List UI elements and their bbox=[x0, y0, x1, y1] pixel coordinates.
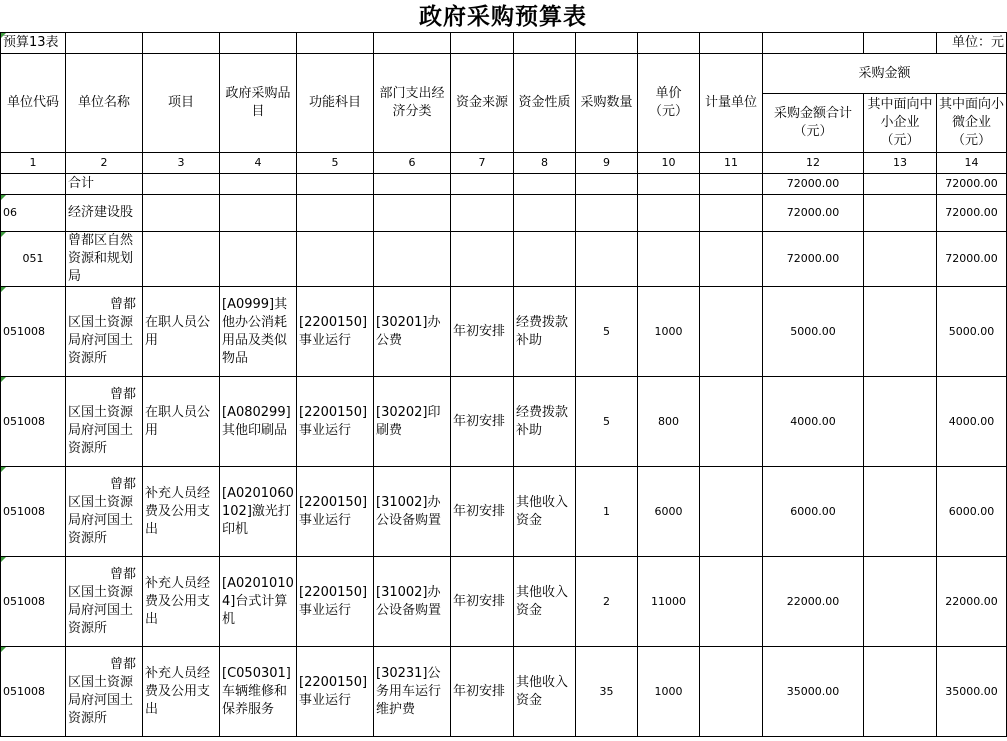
header-quantity[interactable]: 采购数量 bbox=[576, 54, 638, 153]
row-econ-class[interactable]: [31002]办公设备购置 bbox=[374, 557, 451, 647]
row-unit-name-rest: 区国土资源局府河国土资源所 bbox=[68, 494, 134, 546]
row-fund-source[interactable]: 年初安排 bbox=[451, 467, 514, 557]
row-function-subject[interactable]: [2200150]事业运行 bbox=[297, 647, 374, 737]
row-unit-name-head: 曾都 bbox=[109, 386, 136, 402]
meta-row bbox=[1, 33, 1007, 54]
header-amount-total[interactable]: 采购金额合计（元） bbox=[763, 94, 864, 153]
page-title: 政府采购预算表 bbox=[419, 4, 587, 30]
table-row bbox=[1, 467, 1007, 557]
row-fund-nature[interactable]: 其他收入资金 bbox=[514, 467, 576, 557]
row-fund-nature[interactable]: 其他收入资金 bbox=[514, 557, 576, 647]
row-amount-total[interactable]: 5000.00 bbox=[763, 287, 864, 377]
table-row bbox=[1, 557, 1007, 647]
header-function-subject[interactable]: 功能科目 bbox=[297, 54, 374, 153]
table-row-department: 051 曾都区自然资源和规划局 72000.00 72000.00 bbox=[1, 232, 1007, 287]
row-catalog[interactable]: [A0201060102]激光打印机 bbox=[220, 467, 297, 557]
row-fund-source[interactable]: 年初安排 bbox=[451, 377, 514, 467]
row-unit-price[interactable]: 1000 bbox=[638, 647, 700, 737]
row-sme[interactable] bbox=[864, 557, 937, 647]
row-unit-name[interactable]: 曾都区自然资源和规划局 bbox=[66, 232, 143, 287]
row-fund-nature[interactable]: 经费拨款补助 bbox=[514, 377, 576, 467]
row-unit-name-head: 曾都 bbox=[109, 566, 136, 582]
row-fund-nature[interactable]: 经费拨款补助 bbox=[514, 287, 576, 377]
row-unit-price[interactable]: 800 bbox=[638, 377, 700, 467]
row-project[interactable]: 在职人员公用 bbox=[143, 377, 220, 467]
row-fund-source[interactable]: 年初安排 bbox=[451, 557, 514, 647]
table-number[interactable]: 预算13表 bbox=[1, 33, 66, 54]
row-quantity[interactable]: 2 bbox=[576, 557, 638, 647]
row-micro[interactable]: 4000.00 bbox=[937, 377, 1007, 467]
row-unit-code[interactable]: 051008 bbox=[1, 557, 66, 647]
row-sme[interactable] bbox=[864, 287, 937, 377]
row-micro[interactable]: 22000.00 bbox=[937, 557, 1007, 647]
row-project[interactable]: 补充人员经费及公用支出 bbox=[143, 557, 220, 647]
row-quantity[interactable]: 35 bbox=[576, 647, 638, 737]
header-fund-source[interactable]: 资金来源 bbox=[451, 54, 514, 153]
row-quantity[interactable]: 5 bbox=[576, 377, 638, 467]
row-econ-class[interactable]: [30201]办公费 bbox=[374, 287, 451, 377]
row-amount-total[interactable]: 35000.00 bbox=[763, 647, 864, 737]
row-unit-name-rest: 区国土资源局府河国土资源所 bbox=[68, 584, 134, 636]
row-micro[interactable]: 6000.00 bbox=[937, 467, 1007, 557]
row-function-subject[interactable]: [2200150]事业运行 bbox=[297, 287, 374, 377]
row-function-subject[interactable]: [2200150]事业运行 bbox=[297, 557, 374, 647]
row-unit-name-rest: 区国土资源局府河国土资源所 bbox=[68, 674, 134, 726]
header-fund-nature[interactable]: 资金性质 bbox=[514, 54, 576, 153]
row-measure-unit[interactable] bbox=[700, 467, 763, 557]
row-function-subject[interactable]: [2200150]事业运行 bbox=[297, 467, 374, 557]
header-amount-group[interactable]: 采购金额 bbox=[763, 54, 1007, 94]
row-unit-code[interactable]: 051008 bbox=[1, 287, 66, 377]
row-catalog[interactable]: [A02010104]台式计算机 bbox=[220, 557, 297, 647]
header-econ-class[interactable]: 部门支出经济分类 bbox=[374, 54, 451, 153]
row-project[interactable]: 补充人员经费及公用支出 bbox=[143, 647, 220, 737]
row-unit-name-head: 曾都 bbox=[109, 656, 136, 672]
table-row bbox=[1, 647, 1007, 737]
row-unit-code[interactable]: 051008 bbox=[1, 647, 66, 737]
row-fund-source[interactable]: 年初安排 bbox=[451, 647, 514, 737]
row-unit-code[interactable]: 051008 bbox=[1, 467, 66, 557]
row-measure-unit[interactable] bbox=[700, 287, 763, 377]
row-catalog[interactable]: [C050301]车辆维修和保养服务 bbox=[220, 647, 297, 737]
row-unit-name-rest: 区国土资源局府河国土资源所 bbox=[68, 404, 134, 456]
header-unit-price[interactable]: 单价（元） bbox=[638, 54, 700, 153]
row-measure-unit[interactable] bbox=[700, 647, 763, 737]
row-quantity[interactable]: 1 bbox=[576, 467, 638, 557]
row-unit-name-head: 曾都 bbox=[109, 296, 136, 312]
row-fund-source[interactable]: 年初安排 bbox=[451, 287, 514, 377]
header-project[interactable]: 项目 bbox=[143, 54, 220, 153]
row-unit-name[interactable] bbox=[66, 647, 143, 737]
row-project[interactable]: 补充人员经费及公用支出 bbox=[143, 467, 220, 557]
row-measure-unit[interactable] bbox=[700, 557, 763, 647]
row-unit-price[interactable]: 1000 bbox=[638, 287, 700, 377]
row-unit-name[interactable]: 合计 bbox=[66, 174, 143, 195]
row-unit-name[interactable] bbox=[66, 467, 143, 557]
row-sme[interactable] bbox=[864, 647, 937, 737]
table-row bbox=[1, 287, 1007, 377]
row-catalog[interactable]: [A080299]其他印刷品 bbox=[220, 377, 297, 467]
row-unit-name[interactable] bbox=[66, 377, 143, 467]
row-catalog[interactable]: [A0999]其他办公消耗用品及类似物品 bbox=[220, 287, 297, 377]
row-econ-class[interactable]: [31002]办公设备购置 bbox=[374, 467, 451, 557]
row-sme[interactable] bbox=[864, 467, 937, 557]
row-amount-total[interactable]: 6000.00 bbox=[763, 467, 864, 557]
procurement-table bbox=[0, 32, 1007, 737]
header-unit-code[interactable]: 单位代码 bbox=[1, 54, 66, 153]
row-sme[interactable] bbox=[864, 377, 937, 467]
table-row bbox=[1, 377, 1007, 467]
row-fund-nature[interactable]: 其他收入资金 bbox=[514, 647, 576, 737]
header-row-1 bbox=[1, 54, 1007, 94]
row-unit-name[interactable] bbox=[66, 557, 143, 647]
header-micro[interactable]: 其中面向小微企业（元） bbox=[937, 94, 1007, 153]
header-catalog[interactable]: 政府采购品目 bbox=[220, 54, 297, 153]
row-unit-name-rest: 区国土资源局府河国土资源所 bbox=[68, 314, 134, 366]
row-function-subject[interactable]: [2200150]事业运行 bbox=[297, 377, 374, 467]
row-quantity[interactable]: 5 bbox=[576, 287, 638, 377]
row-unit-name[interactable] bbox=[66, 287, 143, 377]
header-sme[interactable]: 其中面向中小企业（元） bbox=[864, 94, 937, 153]
unit-label[interactable]: 单位：元 bbox=[937, 33, 1007, 54]
row-unit-price[interactable]: 11000 bbox=[638, 557, 700, 647]
header-measure-unit[interactable]: 计量单位 bbox=[700, 54, 763, 153]
header-unit-name[interactable]: 单位名称 bbox=[66, 54, 143, 153]
row-project[interactable]: 在职人员公用 bbox=[143, 287, 220, 377]
row-amount-total[interactable]: 22000.00 bbox=[763, 557, 864, 647]
detail-rows bbox=[1, 287, 1007, 737]
row-unit-name[interactable]: 经济建设股 bbox=[66, 195, 143, 232]
row-measure-unit[interactable] bbox=[700, 377, 763, 467]
row-micro[interactable]: 35000.00 bbox=[937, 647, 1007, 737]
column-number-row: 1 2 3 4 5 6 7 8 9 10 11 12 13 14 bbox=[1, 153, 1007, 174]
row-unit-price[interactable]: 6000 bbox=[638, 467, 700, 557]
row-unit-code[interactable]: 051008 bbox=[1, 377, 66, 467]
row-amount-total[interactable]: 4000.00 bbox=[763, 377, 864, 467]
row-unit-name-head: 曾都 bbox=[109, 476, 136, 492]
row-econ-class[interactable]: [30231]公务用车运行维护费 bbox=[374, 647, 451, 737]
row-econ-class[interactable]: [30202]印刷费 bbox=[374, 377, 451, 467]
row-micro[interactable]: 5000.00 bbox=[937, 287, 1007, 377]
table-row-total: 合计 72000.00 72000.00 bbox=[1, 174, 1007, 195]
table-row-section: 06 经济建设股 72000.00 72000.00 bbox=[1, 195, 1007, 232]
